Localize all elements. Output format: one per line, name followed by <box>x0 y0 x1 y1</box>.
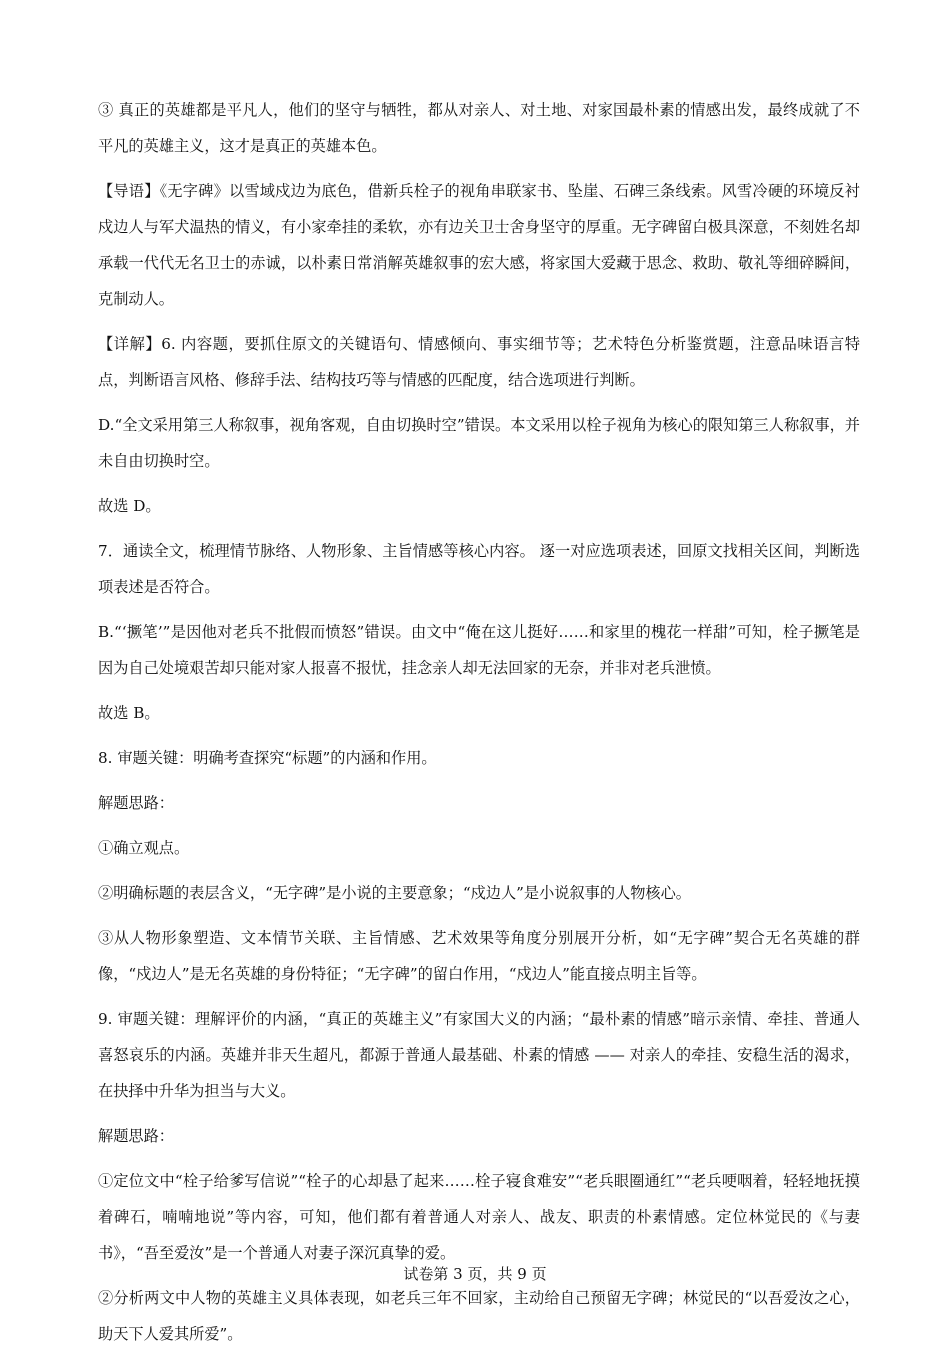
guide-paragraph: 【导语】《无字碑》以雪域戍边为底色，借新兵栓子的视角串联家书、坠崖、石碑三条线索。风雪冷硬的环境反衬戍边人与军犬温热的情义，有小家牵挂的柔软，亦有边关卫士舍身坚守的厚重。无字碑留白极具深意，不刻姓名却承载一代代无名卫士的赤诚，以朴素日常消解英雄叙事的宏大感，将家国大爱藏于思念、救助、敬礼等细碎瞬间，克制动人。 <box>98 182 860 308</box>
q7-answer: 故选 B。 <box>98 704 160 722</box>
q6-answer: 故选 D。 <box>98 497 161 515</box>
q9-step-1: ①定位文中“栓子给爹写信说”“栓子的心却悬了起来……栓子寝食难安”“老兵眼圈通红”“老兵哽咽着，轻轻地抚摸着碑石，喃喃地说”等内容，可知，他们都有着普通人对亲人、战友、职责的朴素情感。定位林觉民的《与妻书》，“吾至爱汝”是一个普通人对妻子深沉真挚的爱。 <box>98 1172 860 1262</box>
q7-option-b: B.“‘撅笔’”是因他对老兵不批假而愤怒”错误。由文中“俺在这儿挺好……和家里的槐花一样甜”可知，栓子撅笔是因为自己处境艰苦却只能对家人报喜不报忧，挂念亲人却无法回家的无奈，并非对老兵泄愤。 <box>98 623 860 677</box>
q9-approach-heading: 解题思路： <box>98 1127 174 1145</box>
q9-step-2: ②分析两文中人物的英雄主义具体表现，如老兵三年不回家，主动给自己预留无字碑；林觉民的“以吾爱汝之心，助天下人爱其所爱”。 <box>98 1289 860 1343</box>
q8-key: 8. 审题关键：明确考查探究“标题”的内涵和作用。 <box>98 749 437 767</box>
q6-option-d: D.“全文采用第三人称叙事，视角客观，自由切换时空”错误。本文采用以栓子视角为核心的限知第三人称叙事，并未自由切换时空。 <box>98 416 860 470</box>
answer-content <box>98 92 860 1361</box>
q8-step-2: ②明确标题的表层含义，“无字碑”是小说的主要意象；“戍边人”是小说叙事的人物核心。 <box>98 884 691 902</box>
q8-step-1: ①确立观点。 <box>98 839 190 857</box>
point-3-conclusion: ③ 真正的英雄都是平凡人，他们的坚守与牺牲，都从对亲人、对土地、对家国最朴素的情感出发，最终成就了不平凡的英雄主义，这才是真正的英雄本色。 <box>98 101 860 155</box>
q8-step-3: ③从人物形象塑造、文本情节关联、主旨情感、艺术效果等角度分别展开分析，如“无字碑”契合无名英雄的群像，“戍边人”是无名英雄的身份特征；“无字碑”的留白作用，“戍边人”能直接点明主旨等。 <box>98 929 860 983</box>
q9-key: 9. 审题关键：理解评价的内涵，“真正的英雄主义”有家国大义的内涵；“最朴素的情感”暗示亲情、牵挂、普通人喜怒哀乐的内涵。英雄并非天生超凡，都源于普通人最基础、朴素的情感 —— 对亲人的牵挂、安稳生活的渴求，在抉择中升华为担当与大义。 <box>98 1010 860 1100</box>
q7-method: 7．通读全文，梳理情节脉络、人物形象、主旨情感等核心内容。 逐一对应选项表述，回原文找相关区间，判断选项表述是否符合。 <box>98 542 860 596</box>
q8-approach-heading: 解题思路： <box>98 794 174 812</box>
detail-q6: 【详解】6. 内容题，要抓住原文的关键语句、情感倾向、事实细节等；艺术特色分析鉴赏题，注意品味语言特点，判断语言风格、修辞手法、结构技巧等与情感的匹配度，结合选项进行判断。 <box>98 335 860 389</box>
page-footer: 试卷第 3 页，共 9 页 <box>403 1265 547 1283</box>
